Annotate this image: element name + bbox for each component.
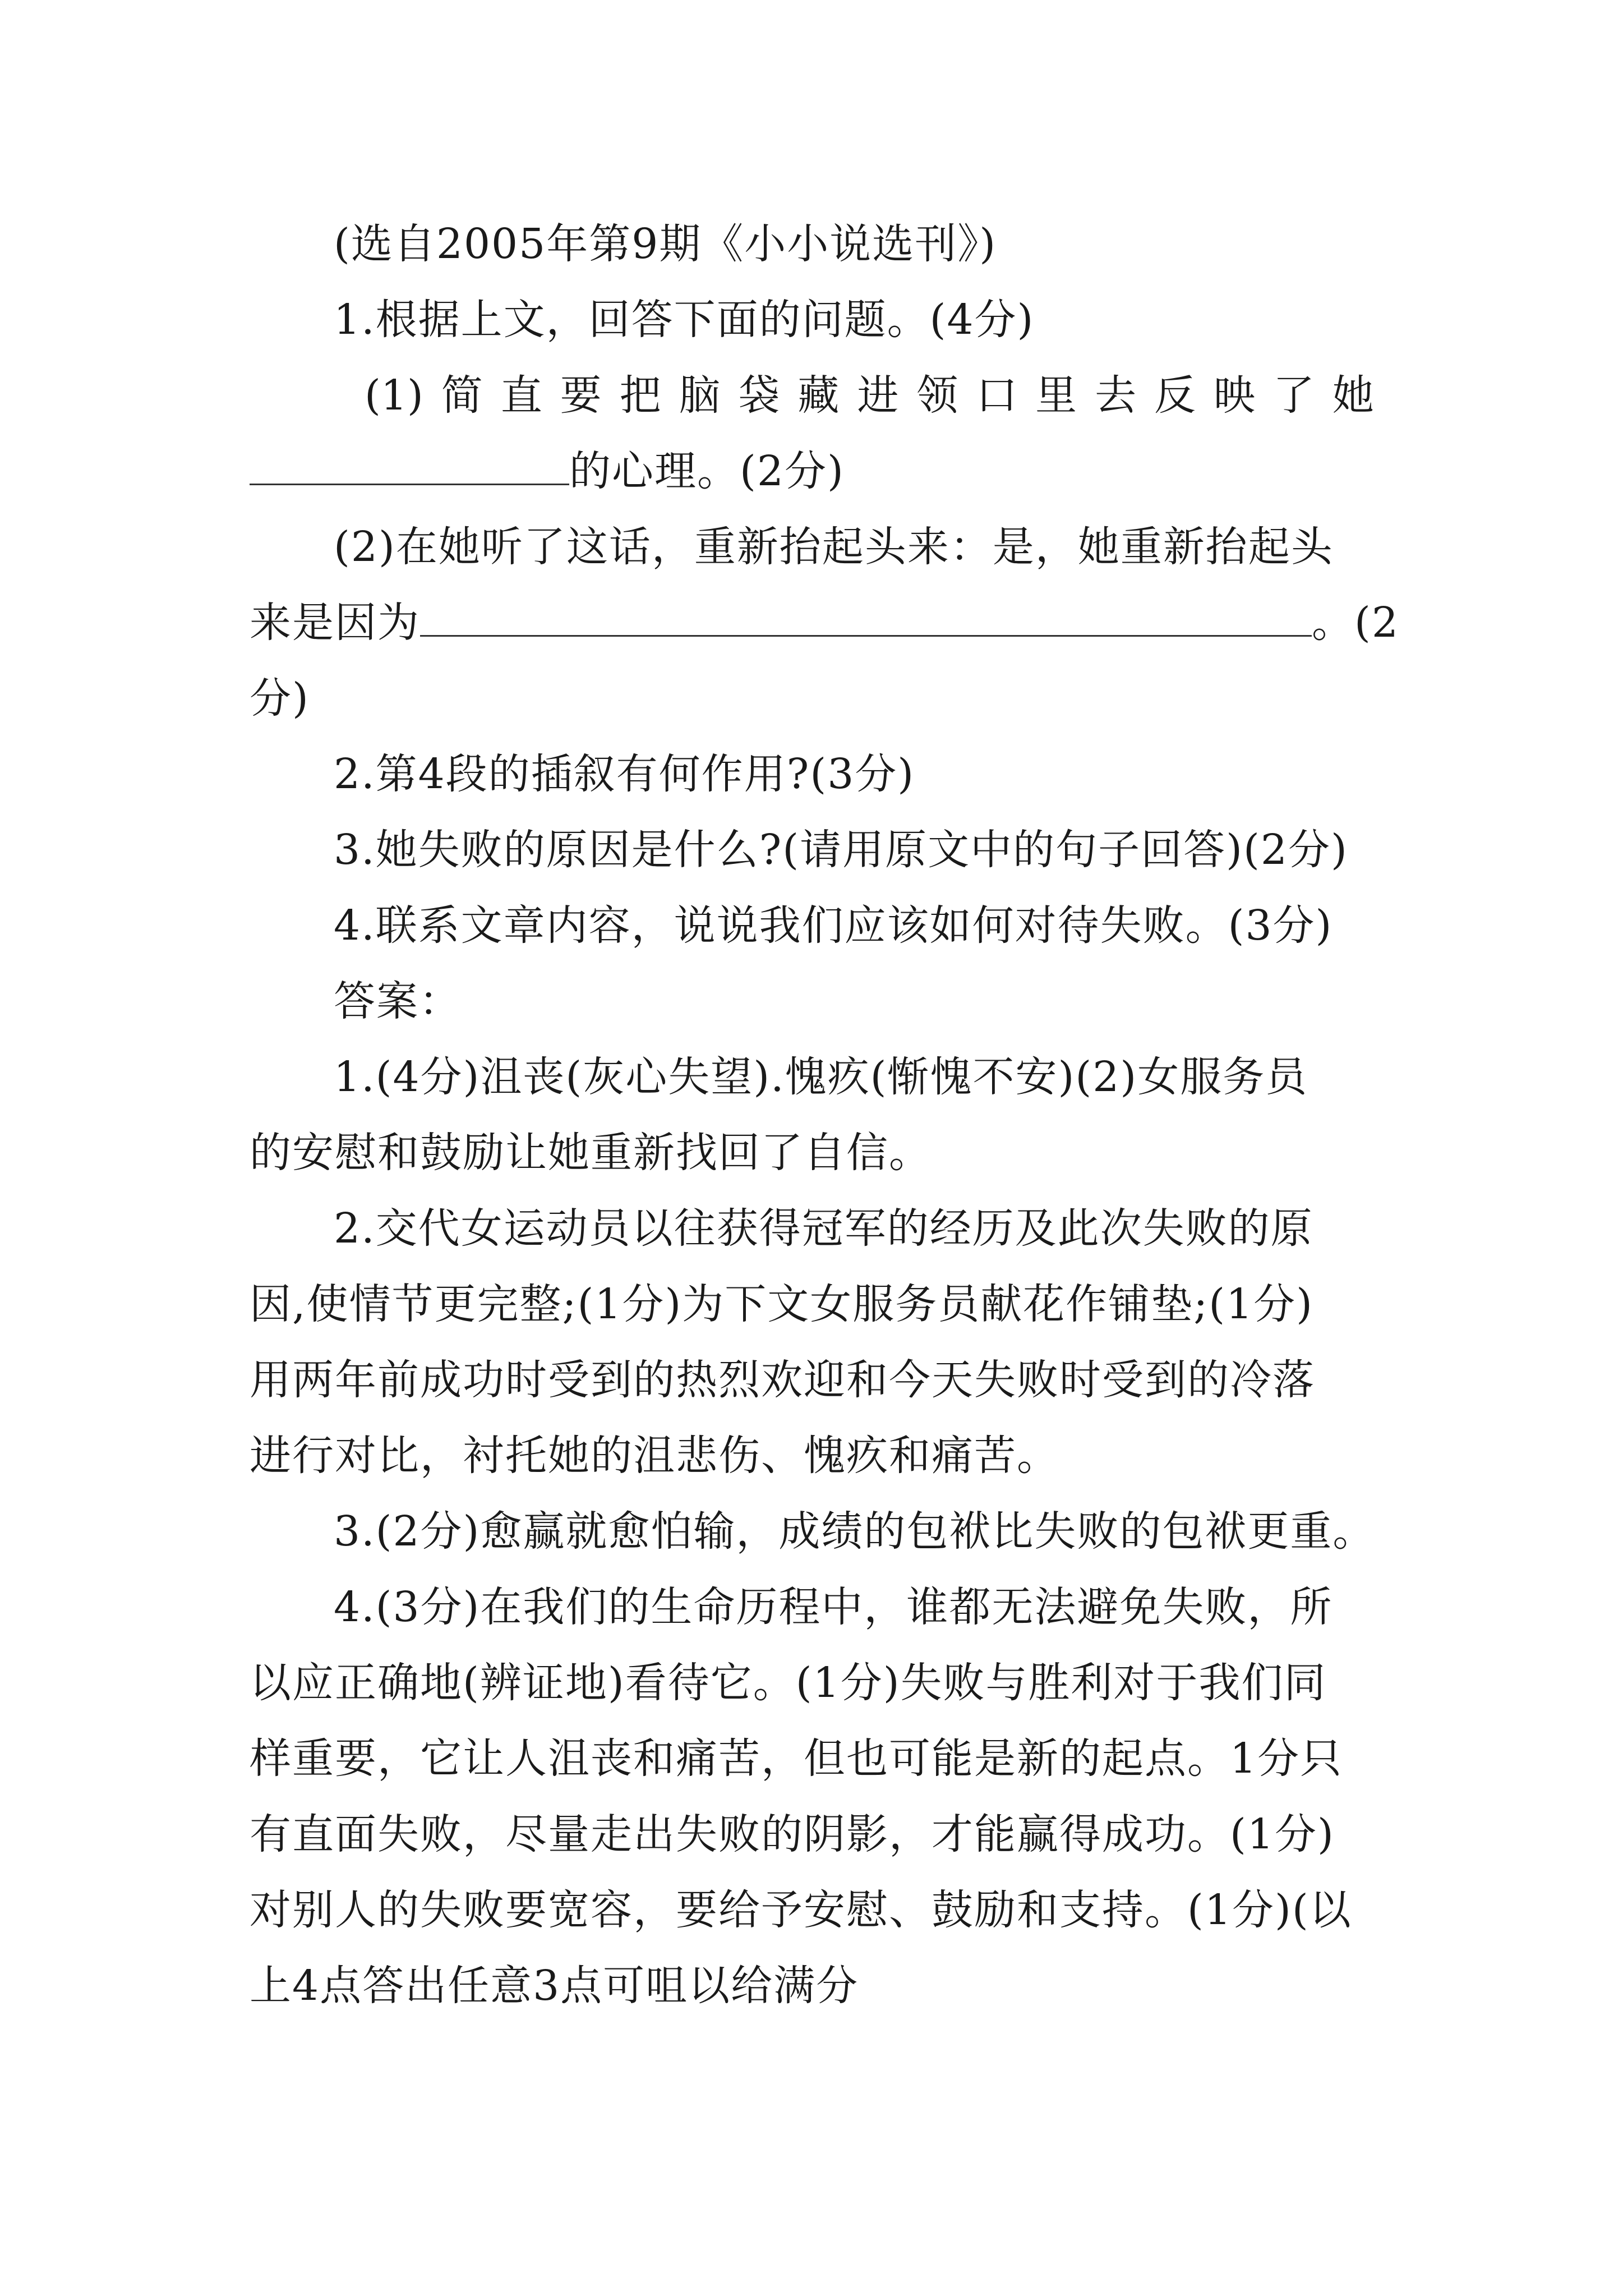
answer-2-line3: 用两年前成功时受到的热烈欢迎和今天失败时受到的冷落 bbox=[250, 1356, 1315, 1404]
q1-1-word: 把 bbox=[619, 371, 661, 420]
q1-1-word: 脑 bbox=[679, 371, 721, 420]
answer-heading: 答案： bbox=[334, 977, 462, 1025]
answer-2-line2: 因,使情节更完整;(1分)为下文女服务员献花作铺垫;(1分) bbox=[250, 1280, 1314, 1328]
q1-1-word: 领 bbox=[916, 371, 958, 420]
question-1-2-line2 bbox=[250, 595, 1399, 651]
question-1-1-tail bbox=[250, 443, 1374, 499]
answer-1-line2: 的安慰和鼓励让她重新找回了自信。 bbox=[250, 1129, 932, 1177]
source-citation: (选自2005年第9期《小小说选刊》) bbox=[334, 220, 997, 268]
answer-4-line5: 对别人的失败要宽容，要给予安慰、鼓励和支持。(1分)(以 bbox=[250, 1886, 1352, 1934]
q1-1-word: 口 bbox=[976, 371, 1018, 420]
question-1-2-line3: 分) bbox=[250, 674, 310, 723]
q1-1-word: 去 bbox=[1095, 371, 1137, 420]
question-3: 3.她失败的原因是什么?(请用原文中的句子回答)(2分) bbox=[334, 826, 1348, 874]
q1-1-word: 袋 bbox=[738, 371, 780, 420]
q1-1-word: 反 bbox=[1154, 371, 1196, 420]
q1-1-word: 藏 bbox=[797, 371, 840, 420]
answer-1-line1: 1.(4分)沮丧(灰心失望).愧疚(惭愧不安)(2)女服务员 bbox=[334, 1053, 1308, 1101]
q1-1-word: 她 bbox=[1332, 371, 1374, 420]
question-2: 2.第4段的插叙有何作用?(3分) bbox=[334, 750, 915, 798]
question-1-intro: 1.根据上文，回答下面的问题。(4分) bbox=[334, 296, 1035, 344]
q1-1-word: 简 bbox=[441, 371, 483, 420]
answer-blank[interactable] bbox=[420, 596, 1312, 637]
answer-2-line1: 2.交代女运动员以往获得冠军的经历及此次失败的原 bbox=[334, 1204, 1313, 1253]
answer-4-line2: 以应正确地(辨证地)看待它。(1分)失败与胜利对于我们同 bbox=[250, 1659, 1327, 1707]
answer-4-line4: 有直面失败，尽量走出失败的阴影，才能赢得成功。(1分) bbox=[250, 1810, 1335, 1858]
answer-4-line1: 4.(3分)在我们的生命历程中，谁都无法避免失败，所 bbox=[334, 1583, 1333, 1631]
q1-1-word: (1) bbox=[365, 371, 423, 420]
answer-blank[interactable] bbox=[250, 444, 569, 485]
q1-1-word: 里 bbox=[1035, 371, 1077, 420]
q1-1-word: 映 bbox=[1213, 371, 1255, 420]
q1-1-tail-text: 的心理。(2分) bbox=[569, 447, 845, 495]
q1-2-tail-text: 。(2 bbox=[1312, 599, 1399, 647]
q1-2-head-text: 来是因为 bbox=[250, 599, 420, 647]
answer-3: 3.(2分)愈赢就愈怕输，成绩的包袱比失败的包袱更重。 bbox=[334, 1507, 1376, 1556]
q1-1-word: 进 bbox=[857, 371, 899, 420]
question-1-2-line1: (2)在她听了这话，重新抬起头来：是，她重新抬起头 bbox=[334, 523, 1334, 571]
q1-1-word: 了 bbox=[1272, 371, 1315, 420]
answer-2-line4: 进行对比，衬托她的沮悲伤、愧疚和痛苦。 bbox=[250, 1432, 1059, 1480]
answer-4-line6: 上4点答出任意3点可咀以给满分 bbox=[250, 1962, 859, 2010]
q1-1-word: 直 bbox=[500, 371, 542, 420]
question-4: 4.联系文章内容，说说我们应该如何对待失败。(3分) bbox=[334, 901, 1333, 950]
question-1-1-line bbox=[365, 367, 1374, 424]
answer-4-line3: 样重要，它让人沮丧和痛苦，但也可能是新的起点。1分只 bbox=[250, 1734, 1343, 1783]
q1-1-word: 要 bbox=[560, 371, 602, 420]
